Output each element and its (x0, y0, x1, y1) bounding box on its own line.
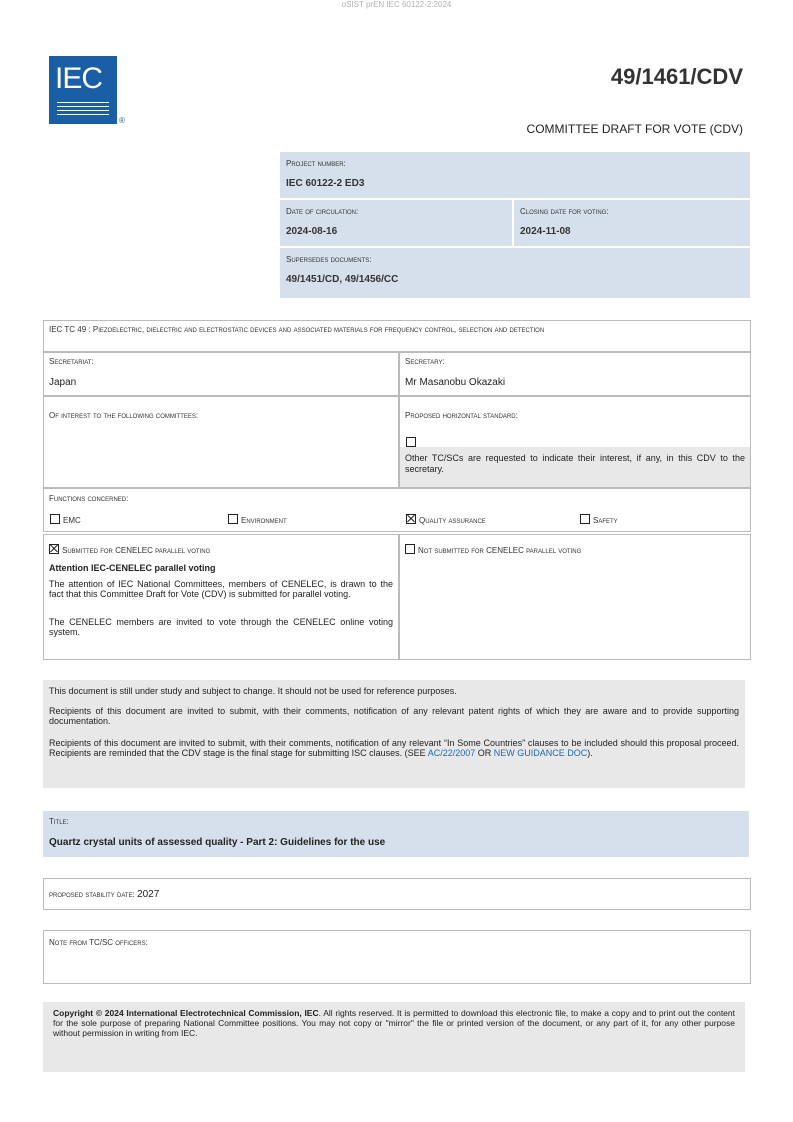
note-row (43, 930, 751, 984)
project-number: IEC 60122-2 ED3 (286, 178, 365, 189)
secretary-cell (399, 352, 751, 396)
function-emc[interactable]: EMC (50, 514, 81, 525)
stability-row (43, 878, 751, 910)
closing-cell (514, 200, 750, 246)
notice-p2: Recipients of this document are invited to submit, with their comments, notification of any relevant patent rights of which they are aware and to provide supporting documentation. (49, 706, 739, 726)
supersedes-cell (280, 248, 750, 298)
horizontal-cell (399, 396, 751, 488)
supersedes-docs: 49/1451/CD, 49/1456/CC (286, 274, 399, 285)
note-label: Note from TC/SC officers: (49, 938, 148, 947)
stability: proposed stability date: 2027 (49, 889, 160, 900)
interest-cell (43, 396, 399, 488)
link-ac22[interactable]: AC/22/2007 (427, 748, 476, 758)
attention-p1: The attention of IEC National Committees, members of CENELEC, is drawn to the fact that this Committee Draft for Vote (CDV) is submitted for parallel voting. (49, 579, 393, 599)
cenelec-submitted-cell (43, 534, 399, 660)
tc-row (43, 320, 751, 352)
horizontal-note: Other TC/SCs are requested to indicate their interest, if any, in this CDV to the secretary. (405, 453, 745, 474)
horizontal-checkbox[interactable] (406, 437, 416, 447)
interest-label: Of interest to the following committees: (49, 411, 199, 420)
project-number-label: Project number: (286, 159, 346, 168)
cenelec-not-submitted-cell (399, 534, 751, 660)
functions-row (43, 488, 751, 532)
functions-label: Functions concerned: (49, 494, 129, 503)
secretariat-cell (43, 352, 399, 396)
copyright-box (43, 1002, 745, 1072)
circulation-label: Date of circulation: (286, 207, 359, 216)
supersedes-label: Supersedes documents: (286, 255, 372, 264)
link-guidance[interactable]: NEW GUIDANCE DOC (493, 748, 588, 758)
iec-logo (49, 56, 117, 124)
cenelec-submitted[interactable]: Submitted for CENELEC parallel voting (49, 544, 210, 555)
document-title: Quartz crystal units of assessed quality - Part 2: Guidelines for the use (49, 837, 386, 848)
horizontal-label: Proposed horizontal standard: (405, 411, 518, 420)
attention-title: Attention IEC-CENELEC parallel voting (49, 563, 216, 573)
document-number: 49/1461/CDV (610, 64, 743, 89)
copyright-text: Copyright © 2024 International Electrotechnical Commission, IEC. All rights reserved. It is permitted to download this electronic file, to make a copy and to print out the content for the sole purpose of preparing National Committee positions. You may not copy or "mirror" the file or printed version of the document, or any part of it, for any other purpose without permission in writing from IEC. (53, 1008, 736, 1038)
attention-p2: The CENELEC members are invited to vote through the CENELEC online voting system. (49, 617, 393, 637)
document-type: COMMITTEE DRAFT FOR VOTE (CDV) (526, 122, 743, 136)
title-block (43, 811, 749, 857)
notice-box (43, 680, 745, 788)
notice-p3: Recipients of this document are invited to submit, with their comments, notification of any relevant “In Some Countries” clauses to be included should this proposal proceed. Recipients are reminded that the CDV stage is the final stage for submitting ISC clauses. (SEE AC/22/2007 OR NEW GUIDANCE DOC). (49, 738, 739, 758)
function-safety[interactable]: Safety (580, 514, 618, 525)
secretary-label: Secretary: (405, 357, 445, 366)
title-label: Title: (49, 817, 69, 826)
circulation-date: 2024-08-16 (286, 226, 338, 237)
logo-text: IEC (55, 62, 103, 95)
registered-mark: ® (119, 116, 125, 125)
closing-label: Closing date for voting: (520, 207, 609, 216)
secretary-value: Mr Masanobu Okazaki (405, 377, 506, 388)
secretariat-value: Japan (49, 377, 77, 388)
watermark: oSIST prEN IEC 60122-2:2024 (341, 0, 452, 9)
tc-title: IEC TC 49 : Piezoelectric, dielectric and electrostatic devices and associated materials for frequency control, selection and detection (49, 325, 545, 334)
notice-p1: This document is still under study and subject to change. It should not be used for reference purposes. (49, 686, 457, 696)
closing-date: 2024-11-08 (520, 226, 571, 237)
function-quality-assurance[interactable]: Quality assurance (406, 514, 486, 525)
cenelec-not-submitted[interactable]: Not submitted for CENELEC parallel voting (405, 544, 581, 555)
circulation-cell (280, 200, 512, 246)
function-environment[interactable]: Environment (228, 514, 287, 525)
horizontal-note-box (400, 447, 750, 487)
project-number-cell (280, 152, 750, 198)
secretariat-label: Secretariat: (49, 357, 94, 366)
